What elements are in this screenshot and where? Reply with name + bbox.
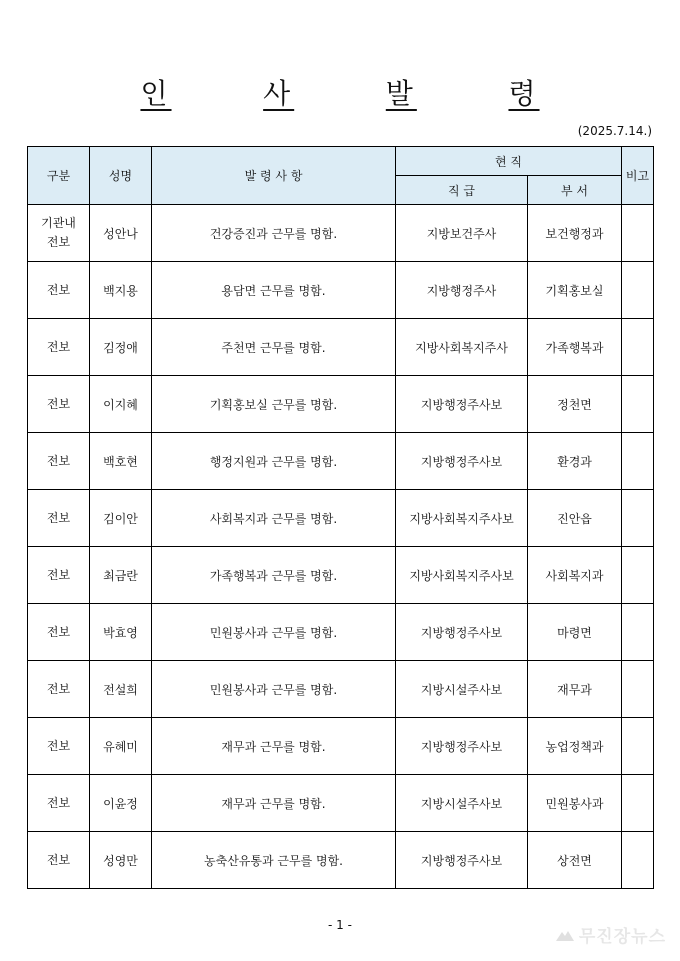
cell-name: 최금란 xyxy=(90,547,152,604)
cell-category-line: 전보 xyxy=(46,567,71,582)
cell-category xyxy=(28,262,90,319)
cell-name: 이윤정 xyxy=(90,775,152,832)
document-date: (2025.7.14.) xyxy=(577,124,652,138)
header-dept: 부 서 xyxy=(528,176,622,205)
cell-order: 가족행복과 근무를 명함. xyxy=(152,547,396,604)
cell-dept: 정천면 xyxy=(528,376,622,433)
cell-dept: 재무과 xyxy=(528,661,622,718)
table-body xyxy=(28,205,654,889)
cell-rank: 지방시설주사보 xyxy=(396,661,528,718)
table-row xyxy=(28,661,654,718)
header-note: 비고 xyxy=(622,147,654,205)
cell-name: 성영만 xyxy=(90,832,152,889)
cell-rank: 지방사회복지주사보 xyxy=(396,490,528,547)
table-row xyxy=(28,718,654,775)
table-row xyxy=(28,205,654,262)
cell-category-line: 기관내 xyxy=(41,216,76,230)
cell-category-line: 전보 xyxy=(46,795,71,810)
cell-category-line: 전보 xyxy=(46,681,71,696)
cell-category xyxy=(28,775,90,832)
cell-rank: 지방행정주사보 xyxy=(396,604,528,661)
cell-category xyxy=(28,376,90,433)
header-rank: 직 급 xyxy=(396,176,528,205)
table-row xyxy=(28,490,654,547)
cell-order: 행정지원과 근무를 명함. xyxy=(152,433,396,490)
table-row xyxy=(28,319,654,376)
cell-rank: 지방행정주사보 xyxy=(396,832,528,889)
cell-category-line: 전보 xyxy=(46,282,71,297)
cell-name: 김정애 xyxy=(90,319,152,376)
cell-category xyxy=(28,718,90,775)
cell-name: 유혜미 xyxy=(90,718,152,775)
personnel-table xyxy=(27,146,654,889)
title-char: 사 xyxy=(263,77,295,110)
cell-category-line: 전보 xyxy=(46,339,71,354)
cell-dept: 환경과 xyxy=(528,433,622,490)
cell-order: 농축산유통과 근무를 명함. xyxy=(152,832,396,889)
cell-name: 전설희 xyxy=(90,661,152,718)
table-row xyxy=(28,547,654,604)
cell-name: 박효영 xyxy=(90,604,152,661)
cell-note xyxy=(622,319,654,376)
cell-dept: 사회복지과 xyxy=(528,547,622,604)
table-row xyxy=(28,832,654,889)
cell-order: 건강증진과 근무를 명함. xyxy=(152,205,396,262)
header-category: 구분 xyxy=(28,147,90,205)
cell-note xyxy=(622,661,654,718)
cell-name: 백호현 xyxy=(90,433,152,490)
mountain-logo-icon xyxy=(555,927,575,943)
header-name: 성명 xyxy=(90,147,152,205)
cell-category xyxy=(28,205,90,262)
header-current: 현 직 xyxy=(396,147,622,176)
cell-order: 재무과 근무를 명함. xyxy=(152,718,396,775)
table-row xyxy=(28,433,654,490)
cell-order: 주천면 근무를 명함. xyxy=(152,319,396,376)
watermark xyxy=(555,922,666,947)
cell-name: 성안나 xyxy=(90,205,152,262)
cell-category-line: 전보 xyxy=(46,852,71,867)
header-order: 발 령 사 항 xyxy=(152,147,396,205)
cell-note xyxy=(622,547,654,604)
document-title xyxy=(0,72,680,112)
cell-note xyxy=(622,775,654,832)
table-row xyxy=(28,775,654,832)
title-char: 령 xyxy=(508,77,540,110)
cell-note xyxy=(622,205,654,262)
cell-category-line: 전보 xyxy=(46,396,71,411)
cell-order: 민원봉사과 근무를 명함. xyxy=(152,661,396,718)
cell-dept: 민원봉사과 xyxy=(528,775,622,832)
table-row xyxy=(28,376,654,433)
cell-note xyxy=(622,376,654,433)
cell-dept: 상전면 xyxy=(528,832,622,889)
cell-dept: 기획홍보실 xyxy=(528,262,622,319)
table-row xyxy=(28,604,654,661)
cell-category-line: 전보 xyxy=(46,235,71,249)
cell-category-line: 전보 xyxy=(46,624,71,639)
cell-dept: 가족행복과 xyxy=(528,319,622,376)
cell-order: 기획홍보실 근무를 명함. xyxy=(152,376,396,433)
page-number: - 1 - xyxy=(328,918,352,932)
cell-rank: 지방행정주사보 xyxy=(396,376,528,433)
cell-dept: 농업정책과 xyxy=(528,718,622,775)
cell-note xyxy=(622,433,654,490)
cell-category-line: 전보 xyxy=(46,738,71,753)
cell-dept: 진안읍 xyxy=(528,490,622,547)
cell-order: 사회복지과 근무를 명함. xyxy=(152,490,396,547)
cell-note xyxy=(622,832,654,889)
cell-rank: 지방행정주사보 xyxy=(396,718,528,775)
cell-name: 백지용 xyxy=(90,262,152,319)
cell-note xyxy=(622,604,654,661)
watermark-text: 무진장뉴스 xyxy=(578,927,666,947)
cell-note xyxy=(622,718,654,775)
cell-category-line: 전보 xyxy=(46,453,71,468)
cell-category-line: 전보 xyxy=(46,510,71,525)
title-char: 인 xyxy=(140,77,172,110)
title-char: 발 xyxy=(385,77,417,110)
cell-name: 이지혜 xyxy=(90,376,152,433)
cell-rank: 지방행정주사보 xyxy=(396,433,528,490)
cell-dept: 보건행정과 xyxy=(528,205,622,262)
cell-note xyxy=(622,490,654,547)
cell-rank: 지방사회복지주사보 xyxy=(396,547,528,604)
table-row xyxy=(28,262,654,319)
cell-category xyxy=(28,661,90,718)
cell-category xyxy=(28,604,90,661)
cell-name: 김이안 xyxy=(90,490,152,547)
cell-order: 민원봉사과 근무를 명함. xyxy=(152,604,396,661)
cell-category xyxy=(28,547,90,604)
cell-category xyxy=(28,319,90,376)
cell-order: 용담면 근무를 명함. xyxy=(152,262,396,319)
cell-category xyxy=(28,490,90,547)
cell-rank: 지방행정주사 xyxy=(396,262,528,319)
cell-category xyxy=(28,832,90,889)
cell-note xyxy=(622,262,654,319)
cell-dept: 마령면 xyxy=(528,604,622,661)
cell-order: 재무과 근무를 명함. xyxy=(152,775,396,832)
cell-rank: 지방보건주사 xyxy=(396,205,528,262)
cell-category xyxy=(28,433,90,490)
cell-rank: 지방사회복지주사 xyxy=(396,319,528,376)
cell-rank: 지방시설주사보 xyxy=(396,775,528,832)
